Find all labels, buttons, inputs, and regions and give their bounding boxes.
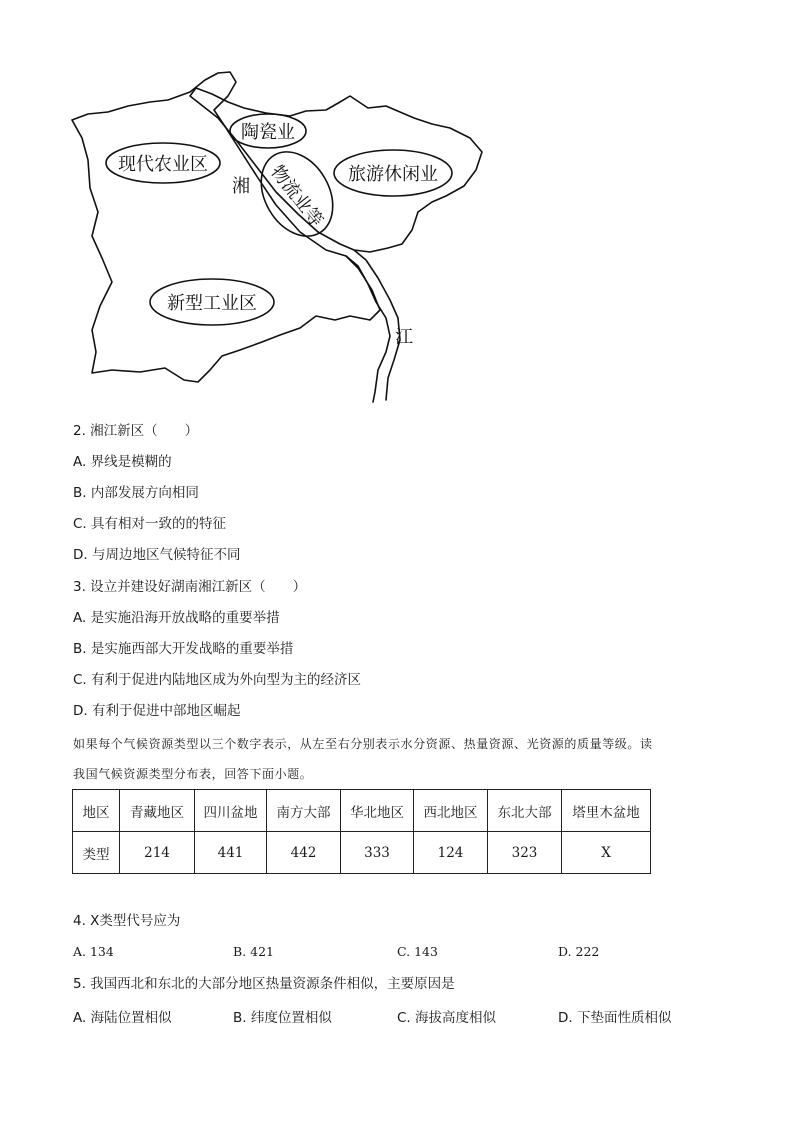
q4-option-a[interactable]: A. 134 — [73, 944, 114, 959]
map-boundary-west — [72, 72, 380, 382]
q4-option-d[interactable]: D. 222 — [558, 944, 600, 959]
q2-option-d[interactable]: D. 与周边地区气候特征不同 — [73, 547, 241, 563]
region-label-tourism: 旅游休闲业 — [348, 164, 438, 185]
table-header-row — [73, 790, 651, 832]
q4-option-b[interactable]: B. 421 — [233, 944, 274, 959]
table-cell: 东北大部 — [488, 790, 562, 832]
table-cell: 214 — [120, 832, 195, 874]
table-cell: 124 — [414, 832, 488, 874]
intro-line-2: 我国气候资源类型分布表，回答下面小题。 — [73, 767, 313, 781]
table-cell: 塔里木盆地 — [562, 790, 651, 832]
region-label-new-industry: 新型工业区 — [167, 293, 257, 314]
climate-resource-table — [72, 789, 651, 874]
xiangjiang-new-area-map — [62, 62, 492, 407]
table-row — [73, 832, 651, 874]
q2-option-a[interactable]: A. 界线是模糊的 — [73, 454, 172, 470]
q5-option-d[interactable]: D. 下垫面性质相似 — [558, 1010, 672, 1026]
q2-stem: 2. 湘江新区（ ） — [73, 423, 199, 439]
region-label-modern-agriculture: 现代农业区 — [118, 154, 208, 175]
table-cell: 323 — [488, 832, 562, 874]
table-cell: 地区 — [73, 790, 120, 832]
q4-option-c[interactable]: C. 143 — [397, 944, 438, 959]
q5-option-a[interactable]: A. 海陆位置相似 — [73, 1010, 172, 1026]
table-cell: 441 — [195, 832, 267, 874]
table-cell: 442 — [267, 832, 341, 874]
q3-option-c[interactable]: C. 有利于促进内陆地区成为外向型为主的经济区 — [73, 672, 362, 688]
table-cell: X — [562, 832, 651, 874]
table-cell: 南方大部 — [267, 790, 341, 832]
river-label-xiang: 湘 — [232, 176, 250, 197]
q5-option-c[interactable]: C. 海拔高度相似 — [397, 1010, 497, 1026]
table-cell: 类型 — [73, 832, 120, 874]
q4-stem: 4. X类型代号应为 — [73, 913, 181, 929]
table-cell: 西北地区 — [414, 790, 488, 832]
map-boundary-east — [190, 88, 482, 252]
table-cell: 华北地区 — [341, 790, 414, 832]
region-label-logistics: 物流业等 — [266, 161, 328, 232]
q2-option-b[interactable]: B. 内部发展方向相同 — [73, 485, 199, 501]
q5-option-b[interactable]: B. 纬度位置相似 — [233, 1010, 332, 1026]
q2-option-c[interactable]: C. 具有相对一致的的特征 — [73, 516, 227, 532]
q3-option-b[interactable]: B. 是实施西部大开发战略的重要举措 — [73, 641, 294, 657]
table-cell: 青藏地区 — [120, 790, 195, 832]
q3-stem: 3. 设立并建设好湖南湘江新区（ ） — [73, 579, 307, 595]
q5-stem: 5. 我国西北和东北的大部分地区热量资源条件相似，主要原因是 — [73, 976, 455, 992]
river-label-jiang: 江 — [395, 327, 413, 348]
table-cell: 333 — [341, 832, 414, 874]
q3-option-d[interactable]: D. 有利于促进中部地区崛起 — [73, 703, 241, 719]
q3-option-a[interactable]: A. 是实施沿海开放战略的重要举措 — [73, 610, 280, 626]
intro-line-1: 如果每个气候资源类型以三个数字表示，从左至右分别表示水分资源、热量资源、光资源的质量等级。读 — [73, 737, 653, 751]
river-bank-left — [346, 256, 390, 402]
region-label-ceramics: 陶瓷业 — [241, 122, 295, 143]
table-cell: 四川盆地 — [195, 790, 267, 832]
